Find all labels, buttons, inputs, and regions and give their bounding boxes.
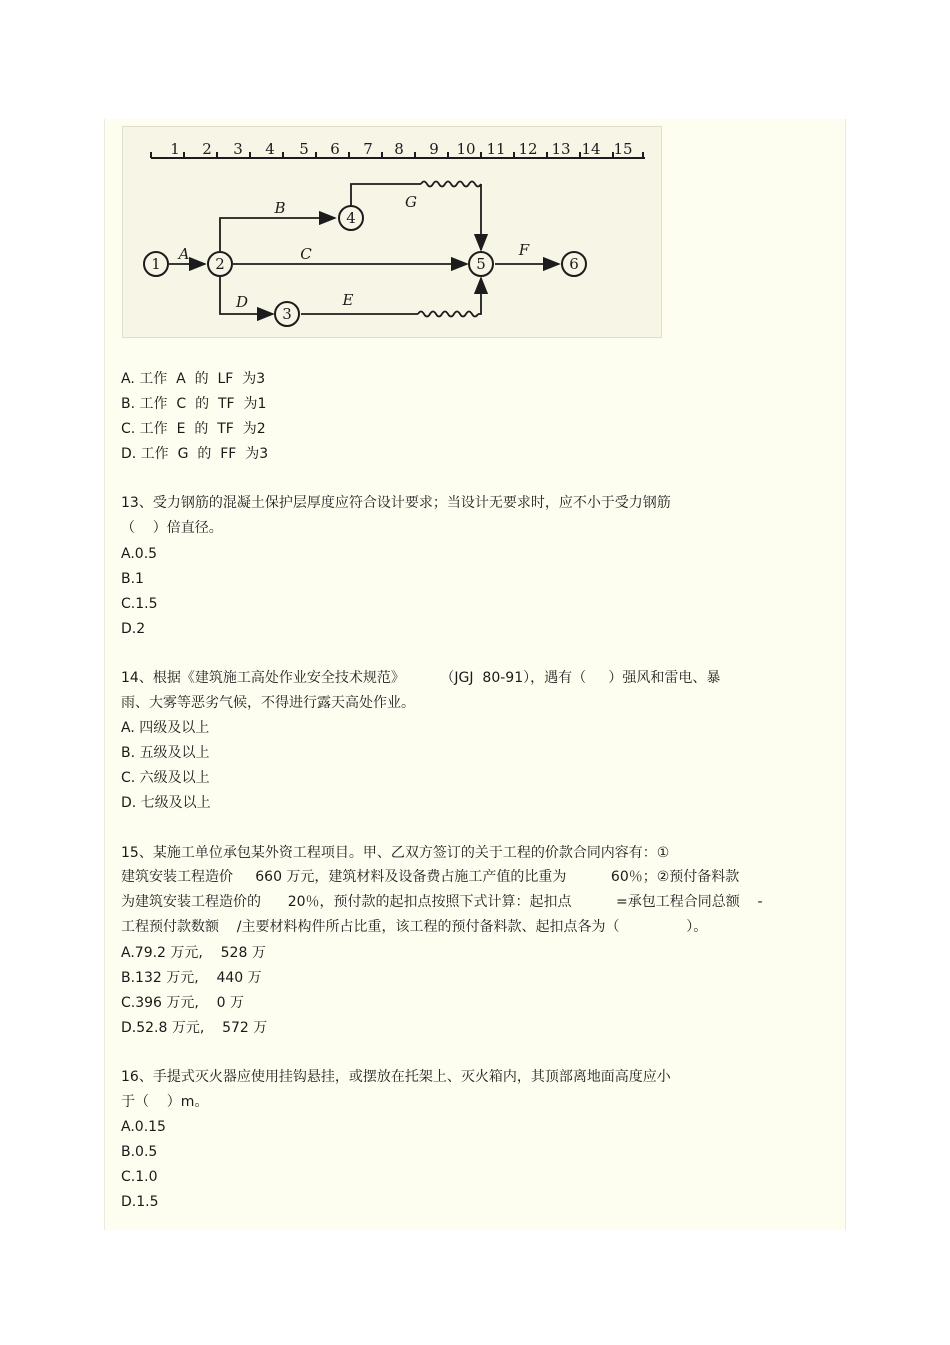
q16-stem-line2: 于（ ）m。 [121,1094,209,1110]
timeline-label: 1 [170,140,180,158]
work-label: G [405,193,417,211]
timeline-label: 8 [394,140,404,158]
timeline-label: 7 [363,140,373,158]
network-nodes [144,206,586,326]
q16-option-c: C.1.0 [121,1169,158,1185]
timeline-label: 11 [486,140,506,158]
q13-stem-line2: （ ）倍直径。 [121,520,223,536]
node-label: 4 [346,209,356,227]
node-label: 6 [569,255,579,273]
q16-option-d: D.1.5 [121,1194,159,1210]
timeline-label: 13 [551,140,571,158]
timeline-label: 14 [581,140,601,158]
q15-option-b: B.132 万元, 440 万 [121,970,262,986]
q14-stem-line2: 雨、大雾等恶劣气候，不得进行露天高处作业。 [121,695,415,711]
timeline-label: 10 [456,140,476,158]
q12-option-b: B. 工作 C 的 TF 为1 [121,396,267,412]
q13-option-d: D.2 [121,621,146,637]
q15-stem-line2: 建筑安装工程造价 660 万元，建筑材料及设备费占施工产值的比重为 60％；②预付备料款 [121,869,740,885]
network-diagram-svg [123,127,661,337]
q14-stem-line1: 14、根据《建筑施工高处作业安全技术规范》 （JGJ 80-91），遇有（ ）强风和雷电、暴 [121,670,721,686]
node-label: 1 [151,255,161,273]
q12-option-d: D. 工作 G 的 FF 为3 [121,446,269,462]
work-label: E [342,291,354,309]
timeline-label: 3 [233,140,243,158]
timeline-label: 2 [202,140,212,158]
work-label: D [235,293,249,311]
q14-option-a: A. 四级及以上 [121,720,210,736]
q16-option-a: A.0.15 [121,1119,166,1135]
timeline-labels [170,140,632,158]
q15-option-c: C.396 万元, 0 万 [121,995,245,1011]
timeline-label: 4 [265,140,275,158]
node-labels [151,209,579,323]
timeline-label: 9 [429,140,439,158]
q13-option-a: A.0.5 [121,546,158,562]
q13-option-b: B.1 [121,571,144,587]
q16-stem-line1: 16、手提式灭火器应使用挂钩悬挂，或摆放在托架上、灭火箱内，其顶部离地面高度应小 [121,1069,671,1085]
q15-stem-line3: 为建筑安装工程造价的 20％，预付款的起扣点按照下式计算：起扣点 =承包工程合同总额 - [121,894,763,910]
q13-stem-line1: 13、受力钢筋的混凝土保护层厚度应符合设计要求；当设计无要求时，应不小于受力钢筋 [121,495,671,511]
work-label: B [274,199,286,217]
q16-option-b: B.0.5 [121,1144,158,1160]
q12-option-a: A. 工作 A 的 LF 为3 [121,371,266,387]
timeline-label: 15 [613,140,633,158]
network-edges [169,182,559,317]
q15-option-d: D.52.8 万元, 572 万 [121,1020,268,1036]
q14-option-c: C. 六级及以上 [121,770,210,786]
work-label: C [300,245,312,263]
q15-stem-line4: 工程预付款数额 /主要材料构件所占比重，该工程的预付备料款、起扣点各为（ ）。 [121,919,708,935]
q12-option-c: C. 工作 E 的 TF 为2 [121,421,266,437]
q14-option-d: D. 七级及以上 [121,795,211,811]
network-diagram [122,126,662,338]
timeline-label: 12 [518,140,538,158]
node-label: 2 [215,255,225,273]
node-label: 3 [282,305,292,323]
q15-stem-line1: 15、某施工单位承包某外资工程项目。甲、乙双方签订的关于工程的价款合同内容有：① [121,845,670,861]
timeline-label: 6 [330,140,340,158]
q14-option-b: B. 五级及以上 [121,745,210,761]
node-label: 5 [476,255,486,273]
q13-option-c: C.1.5 [121,596,158,612]
work-label: F [518,241,530,259]
work-label: A [178,245,190,263]
timeline-label: 5 [299,140,309,158]
q15-option-a: A.79.2 万元, 528 万 [121,945,266,961]
